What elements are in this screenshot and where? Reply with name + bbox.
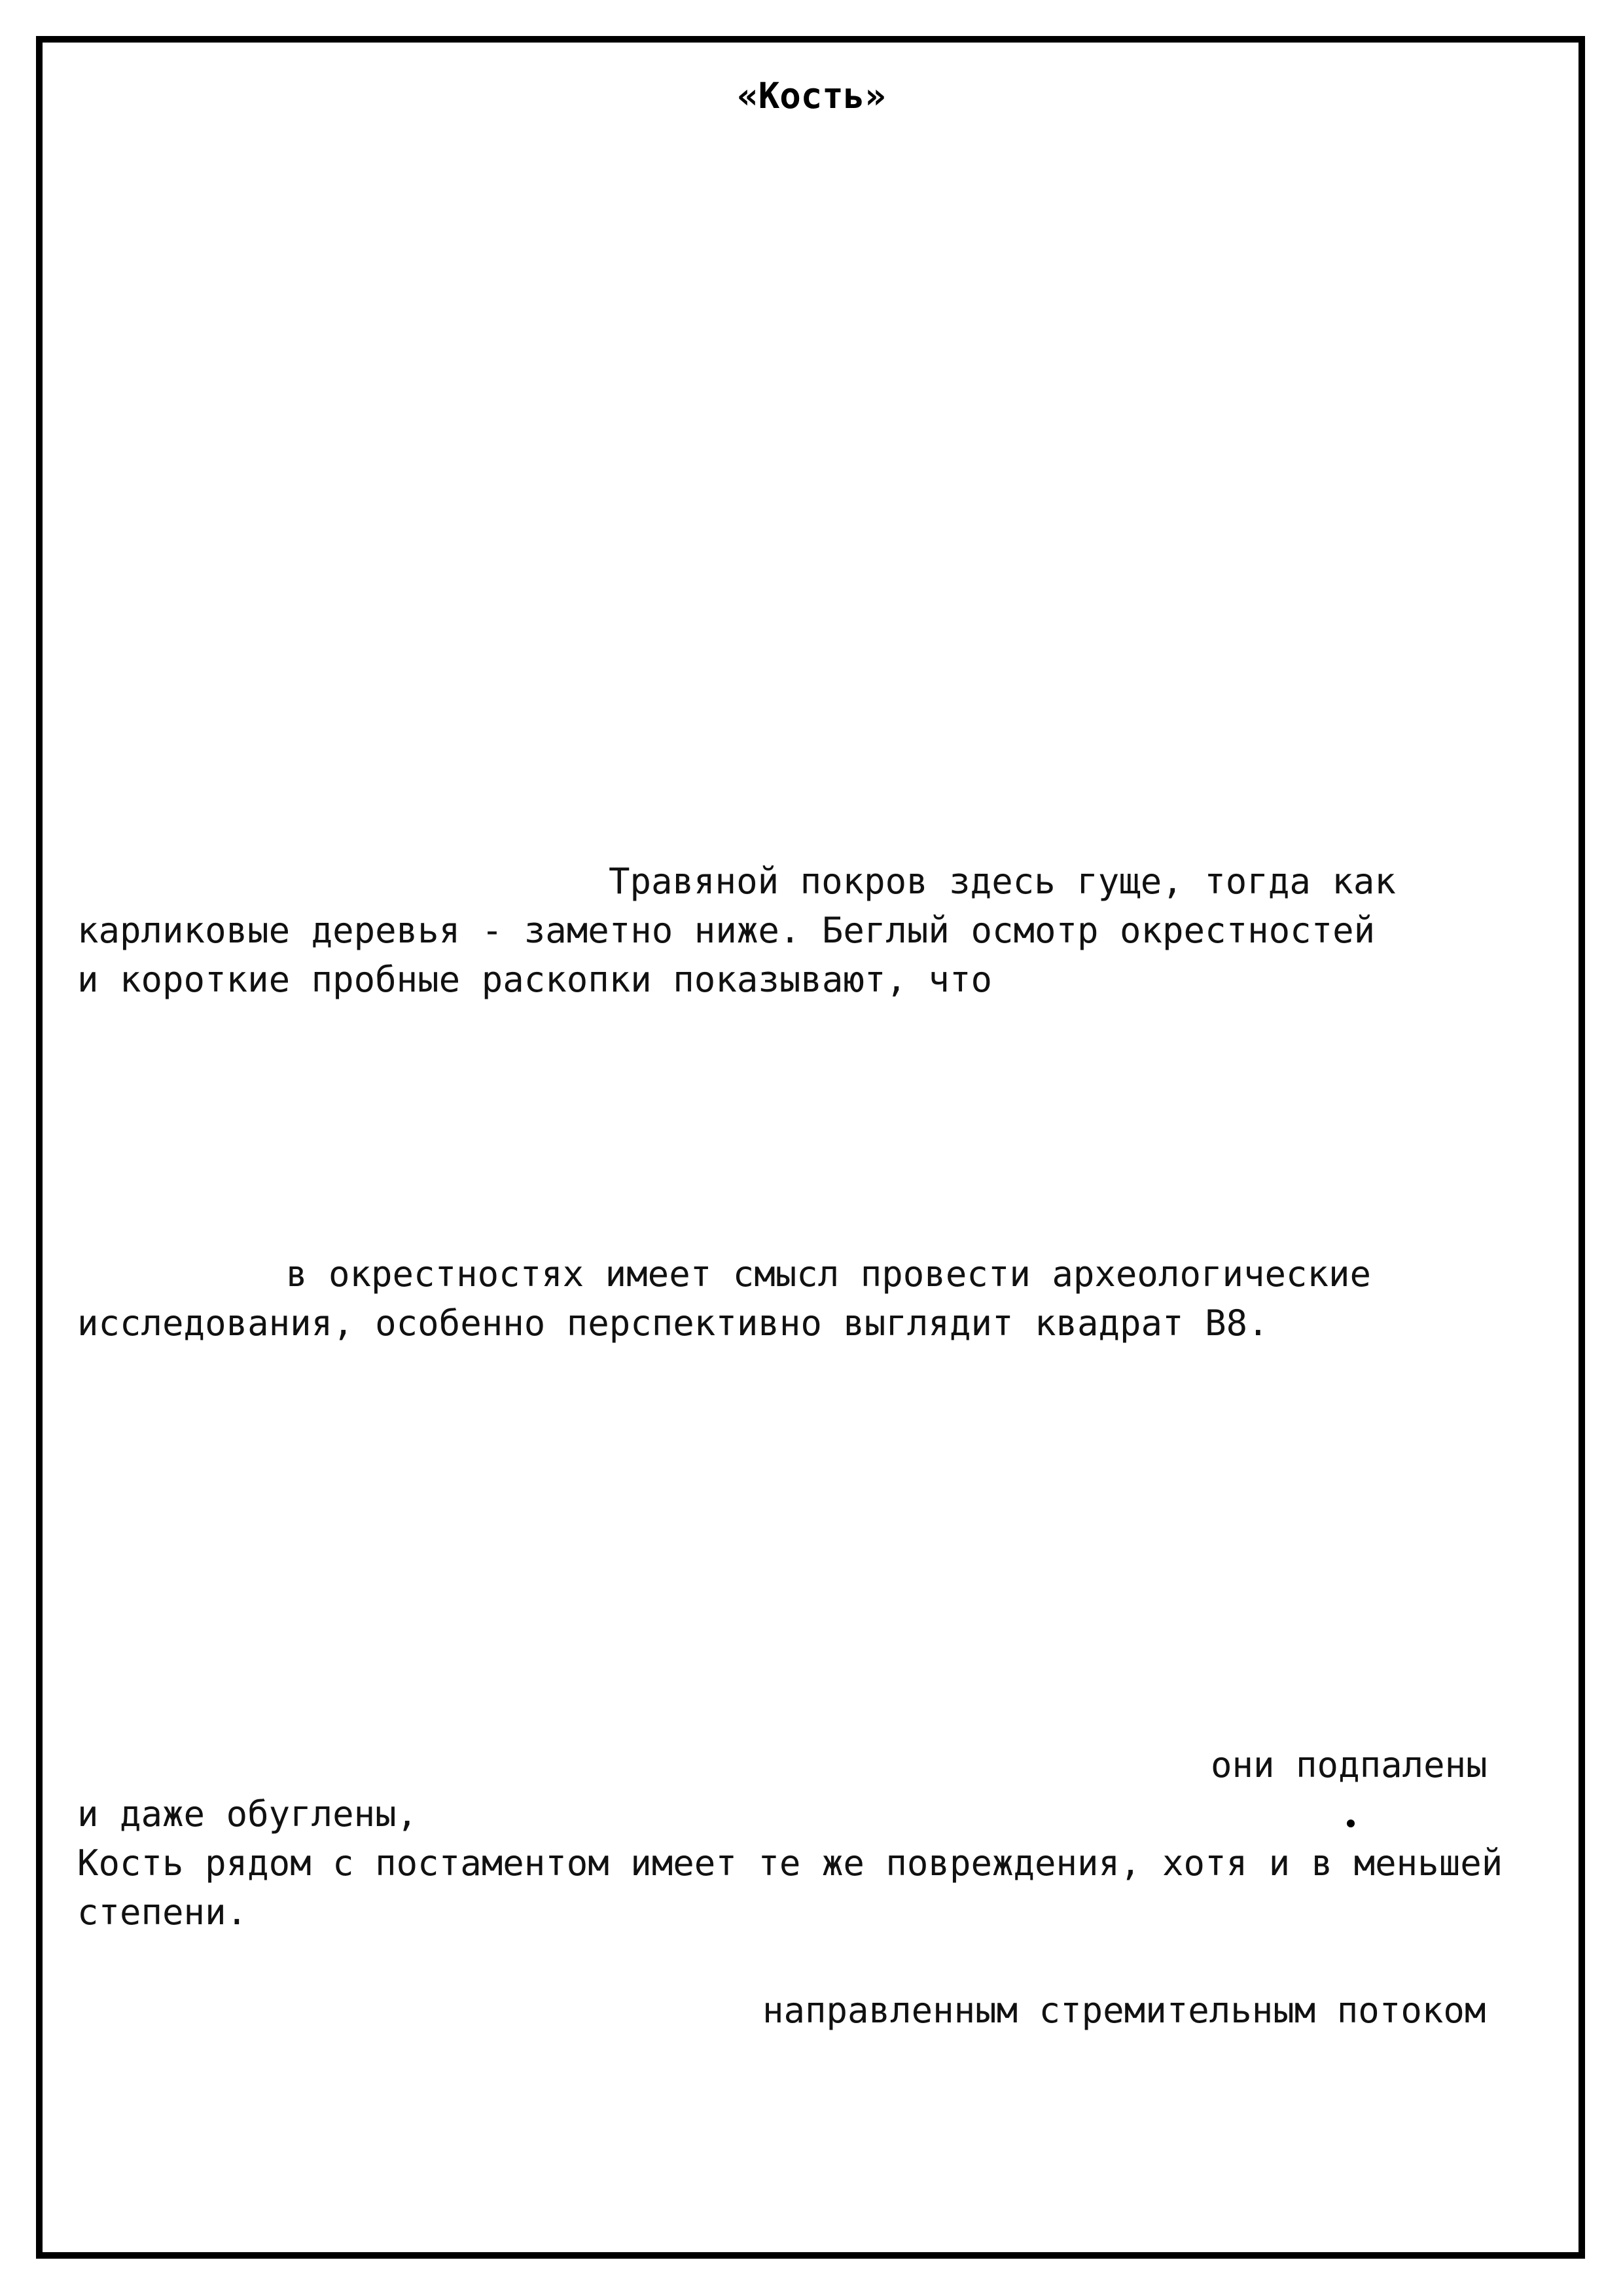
paragraph-2-line-2: исследования, особенно перспективно выглядит квадрат В8. bbox=[77, 1302, 1269, 1344]
paragraph-3-line-1: они подпалены bbox=[1211, 1744, 1488, 1785]
paragraph-3-line-2: и даже обуглены, bbox=[77, 1793, 418, 1835]
paragraph-4-line-1: направленным стремительным потоком bbox=[762, 1990, 1486, 2031]
paragraph-1-line-1: Травяной покров здесь гуще, тогда как bbox=[609, 861, 1396, 902]
paragraph-1-line-3: и короткие пробные раскопки показывают, что bbox=[77, 959, 992, 1000]
page-border-frame bbox=[36, 36, 1585, 2259]
stray-period-mark bbox=[1347, 1820, 1355, 1827]
paragraph-3-line-4: степени. bbox=[77, 1892, 248, 1933]
paragraph-3-line-3: Кость рядом с постаментом имеет те же повреждения, хотя и в меньшей bbox=[77, 1842, 1503, 1884]
paragraph-2-line-1: в окрестностях имеет смысл провести археологические bbox=[286, 1253, 1372, 1295]
document-title: «Кость» bbox=[737, 75, 886, 117]
paragraph-1-line-2: карликовые деревья - заметно ниже. Беглый осмотр окрестностей bbox=[77, 910, 1376, 951]
